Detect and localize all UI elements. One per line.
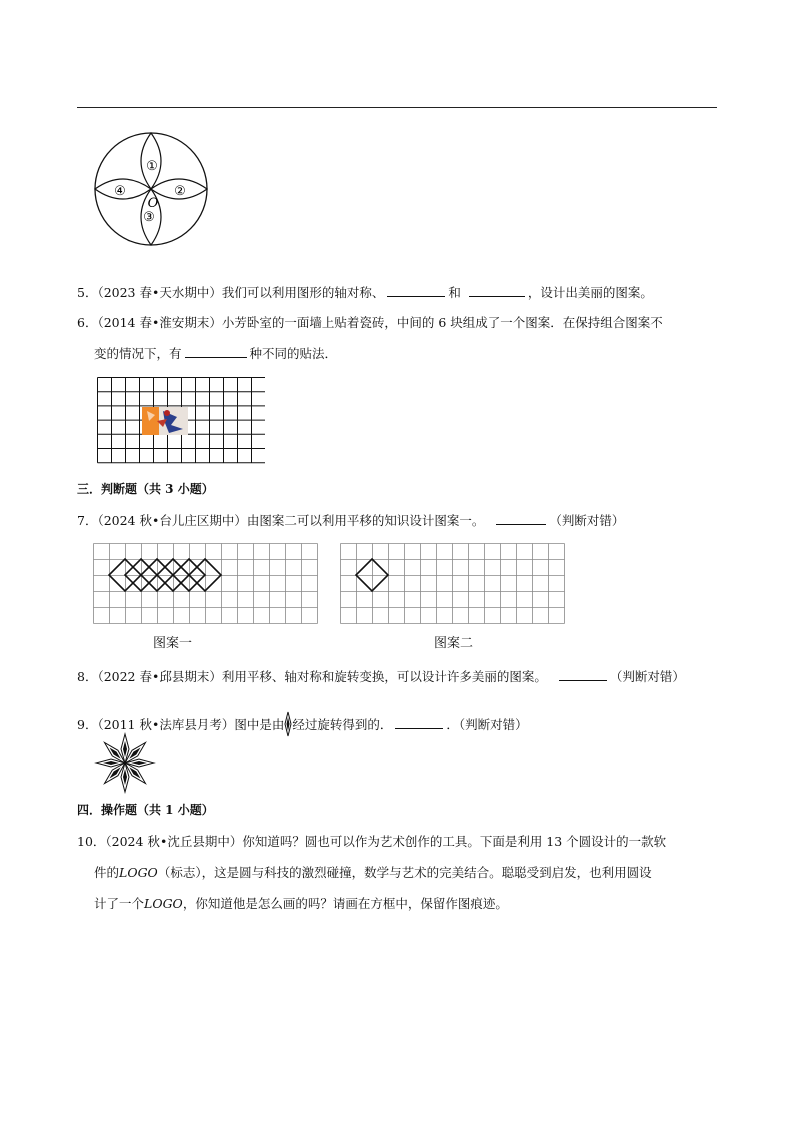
petal-label-4: ④ [114,184,126,199]
question-9: 9．（2011 秋•法库县月考）图中是由 经过旋转得到的． ．（判断对错） [77,711,528,737]
pattern-one-caption: 图案一 [153,636,193,651]
question-10: 10．（2024 秋•沈丘县期中）你知道吗？圆也可以作为艺术创作的工具。下面是利用 13 个圆设计的一款软 [77,834,667,849]
petal-label-1: ① [146,159,158,174]
question-5: 5．（2023 春•天水期中）我们可以利用图形的轴对称、 和 ，设计出美丽的图案。 [77,285,653,300]
section-3-title: 三．判断题（共 3 小题） [77,482,214,496]
answer-blank[interactable] [496,511,546,525]
star-rotation-figure [94,732,156,794]
question-8: 8．（2022 春•邱县期末）利用平移、轴对称和旋转变换，可以设计许多美丽的图案。 （判断对错） [77,669,685,684]
tile-pattern-image [142,407,188,435]
question-10-line3: 计了一个LOGO，你知道他是怎么画的吗？请画在方框中，保留作图痕迹。 [94,896,508,911]
answer-blank[interactable] [185,344,247,358]
question-7: 7．（2024 秋•台儿庄区期中）由图案二可以利用平移的知识设计图案一。 （判断对错） [77,513,625,528]
answer-blank[interactable] [395,715,443,729]
pattern-two-diamond [356,559,388,591]
circle-petal-figure [92,130,210,248]
answer-blank[interactable] [469,283,525,297]
center-label: O [147,196,159,211]
question-6-line2: 变的情况下，有 种不同的贴法． [94,346,338,361]
pattern-one-grid [93,543,318,625]
answer-blank[interactable] [559,667,607,681]
question-10-line2: 件的LOGO（标志），这是圆与科技的激烈碰撞，数学与艺术的完美结合。聪聪受到启发，也利用圆设 [94,865,652,880]
tile-grid [97,377,265,465]
question-6: 6．（2014 春•淮安期末）小芳卧室的一面墙上贴着瓷砖，中间的 6 块组成了一个图案．在保持组合图案不 [77,315,663,330]
pattern-two-caption: 图案二 [434,636,474,651]
header-rule [77,107,717,108]
answer-blank[interactable] [387,283,445,297]
pattern-two-grid [340,543,565,625]
petal-label-2: ② [174,184,186,199]
section-4-title: 四．操作题（共 1 小题） [77,803,214,817]
petal-label-3: ③ [143,210,155,225]
